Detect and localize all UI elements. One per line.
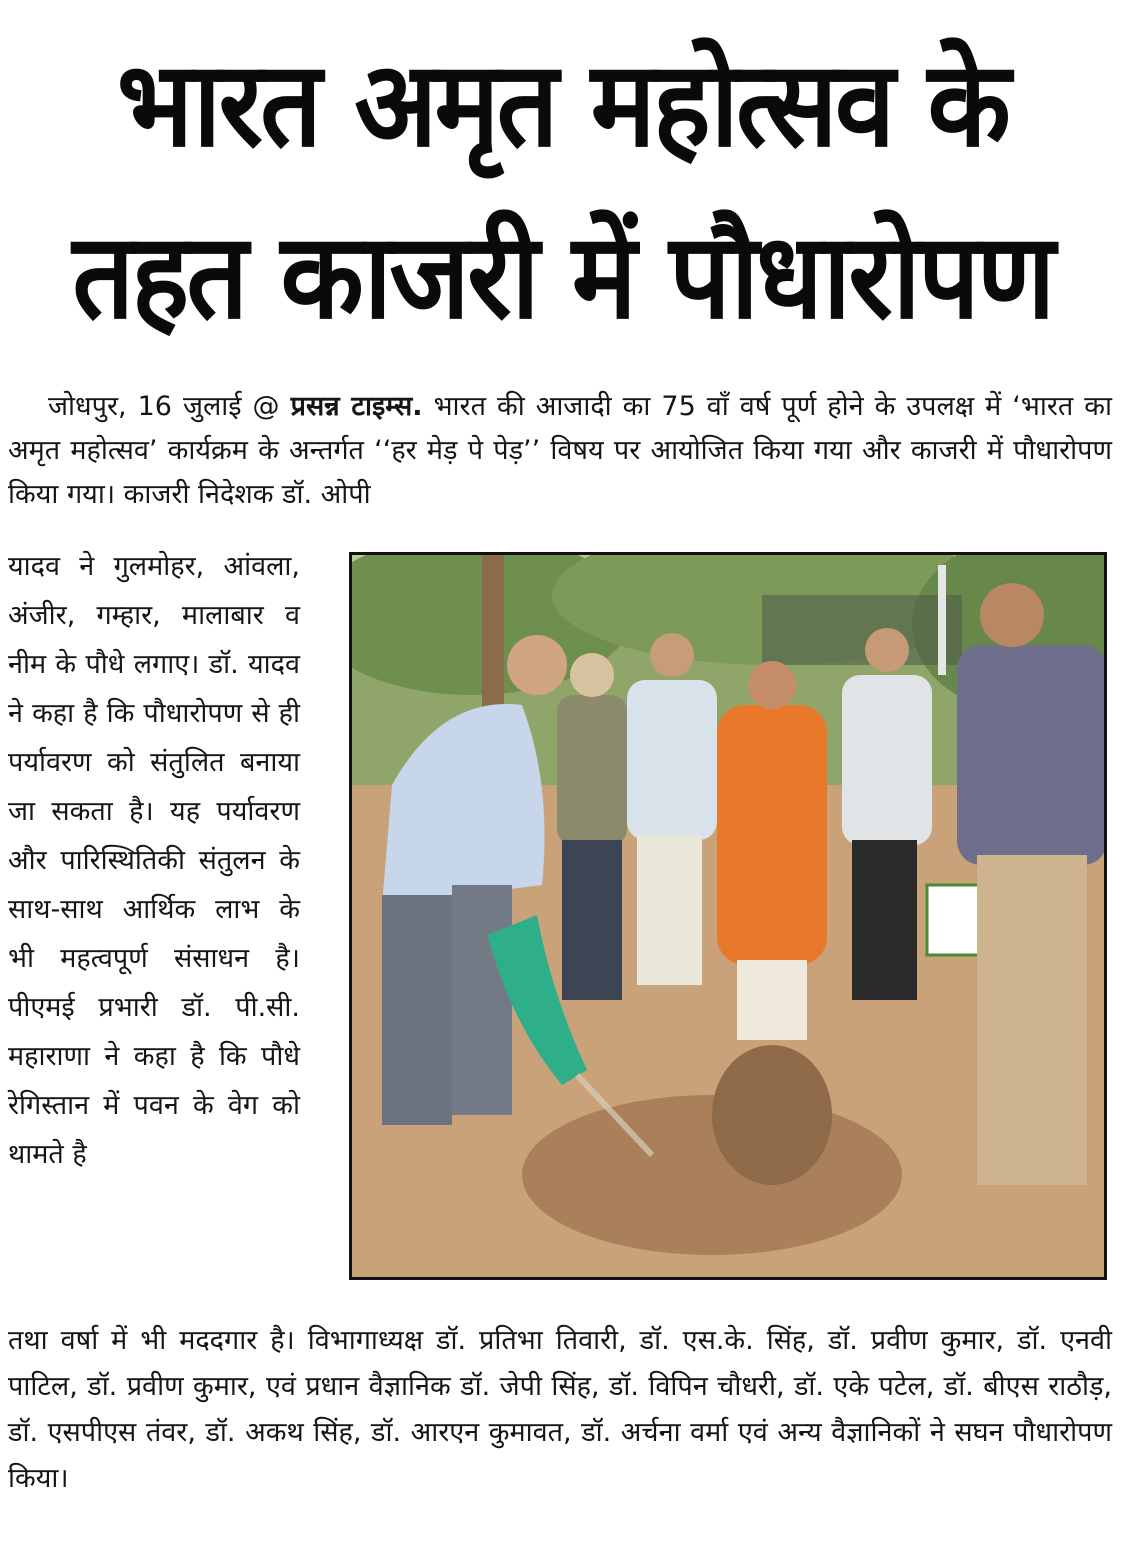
person-head [980,583,1044,647]
source-name: प्रसन्न टाइम्स. [290,391,423,422]
news-photo [349,552,1107,1280]
headline-line-1: भारत अमृत महोत्सव के [116,35,1009,173]
headline [10,18,1115,362]
person-grey-trousers [452,885,512,1115]
intro-text: भारत की आजादी का 75 वाँ वर्ष पूर्ण होने के उपलक्ष में ‘भारत का अमृत महोत्सव’ कार्यक्रम के अन्तर्गत ‘‘हर मेड़ पे पेड़’’ विषय पर आयोजित किया गया और काजरी में पौधारोपण किया गया। काजरी निदेशक डॉ. ओपी [8,391,1113,510]
person-dark-trousers [852,840,917,1000]
person-khaki-trousers [977,855,1087,1185]
article-intro [8,385,1112,517]
person-grey-trousers [382,895,452,1125]
person-head [507,635,567,695]
person-white-shirt [627,680,717,840]
person-checked-shirt [957,583,1104,1185]
person-white-shirt [842,675,932,845]
photo-fence [762,595,962,665]
person-head [748,661,796,709]
headline-line-2: तहत काजरी में पौधारोपण [72,207,1053,345]
person-orange-kurta [717,705,827,965]
person-head [865,628,909,672]
person-khaki-shirt [557,695,627,845]
photo-dug-soil [522,1095,902,1255]
person-white-salwar [737,960,807,1040]
person-checked-shirt-body [957,645,1104,865]
dateline: जोधपुर, 16 जुलाई @ [48,391,291,422]
person-head [570,653,614,697]
photo-pole [938,565,946,675]
photo-wet-soil [712,1045,832,1185]
person-head [650,633,694,677]
person-trousers [637,835,702,985]
article-column: यादव ने गुलमोहर, आंवला, अंजीर, गम्हार, मालाबार व नीम के पौधे लगाए। डॉ. यादव ने कहा है कि पौधारोपण से ही पर्यावरण को संतुलित बनाया जा सकता है। यह पर्यावरण और पारिस्थितिकी संतुलन के साथ-साथ आर्थिक लाभ के भी महत्वपूर्ण संसाधन है। पीएमई प्रभारी डॉ. पी.सी. महाराणा ने कहा है कि पौधे रेगिस्तान में पवन के वेग को थामते है [8,551,300,1170]
photo-illustration [352,555,1104,1277]
person-jeans [562,840,622,1000]
article-bottom: तथा वर्षा में भी मददगार है। विभागाध्यक्ष डॉ. प्रतिभा तिवारी, डॉ. एस.के. सिंह, डॉ. प्रवीण कुमार, डॉ. एनवी पाटिल, डॉ. प्रवीण कुमार, एवं प्रधान वैज्ञानिक डॉ. जेपी सिंह, डॉ. विपिन चौधरी, डॉ. एके पटेल, डॉ. बीएस राठौड़, डॉ. एसपीएस तंवर, डॉ. अकथ सिंह, डॉ. आरएन कुमावत, डॉ. अर्चना वर्मा एवं अन्य वैज्ञानिकों ने सघन पौधारोपण किया। [8,1325,1112,1494]
